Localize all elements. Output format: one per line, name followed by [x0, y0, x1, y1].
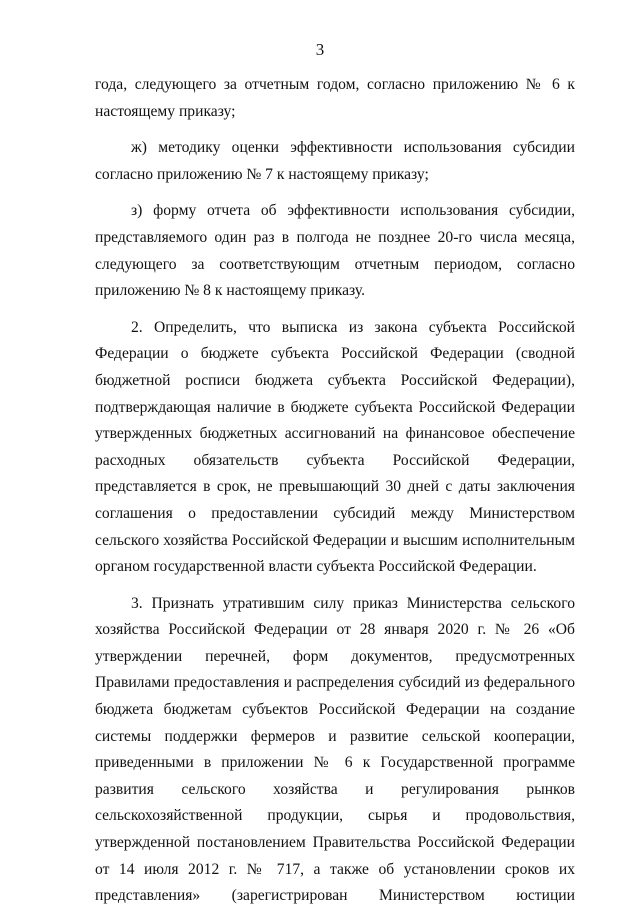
paragraph-item-z: з) форму отчета об эффективности использования субсидии, представляемого один раз в полгода не позднее 20-го числа месяца, следующего за соответствующим отчетным периодом, согласно приложению № 8 к настоящему приказу.	[95, 202, 575, 300]
paragraph-clause-2: 2. Определить, что выписка из закона субъекта Российской Федерации о бюджете субъекта Российской Федерации (сводной бюджетной росписи бюджета субъекта Российской Федерации), подтверждающая наличие в бюджете субъекта Российской Федерации утвержденных бюджетных ассигнований на финансовое обеспечение расходных обязательств субъекта Российской Федерации, представляется в срок, не превышающий 30 дней с даты заключения соглашения о предоставлении субсидий между Министерством сельского хозяйства Российской Федерации и высшим исполнительным органом государственной власти субъекта Российской Федерации.	[95, 318, 575, 576]
paragraph-continuation: года, следующего за отчетным годом, согласно приложению № 6 к настоящему приказу;	[95, 76, 575, 120]
paragraph-clause-3: 3. Признать утратившим силу приказ Министерства сельского хозяйства Российской Федерации от 28 января 2020 г. № 26 «Об утверждении перечней, форм документов, предусмотренных Правилами предоставления и распределения субсидий из федерального бюджета бюджетам субъектов Российской Федерации на создание системы поддержки фермеров и развитие сельской кооперации, приведенными в приложении № 6 к Государственной программе развития сельского хозяйства и регулирования рынков сельскохозяйственной продукции, сырья и продовольствия, утвержденной постановлением Правительства Российской Федерации от 14 июля 2012 г. № 717, а также об установлении сроков их представления» (зарегистрирован Министерством юстиции	[95, 594, 575, 905]
paragraph-item-zh: ж) методику оценки эффективности использования субсидии согласно приложению № 7 к настоящему приказу;	[95, 139, 575, 183]
document-body	[95, 72, 575, 910]
page-number: 3	[315, 40, 325, 59]
